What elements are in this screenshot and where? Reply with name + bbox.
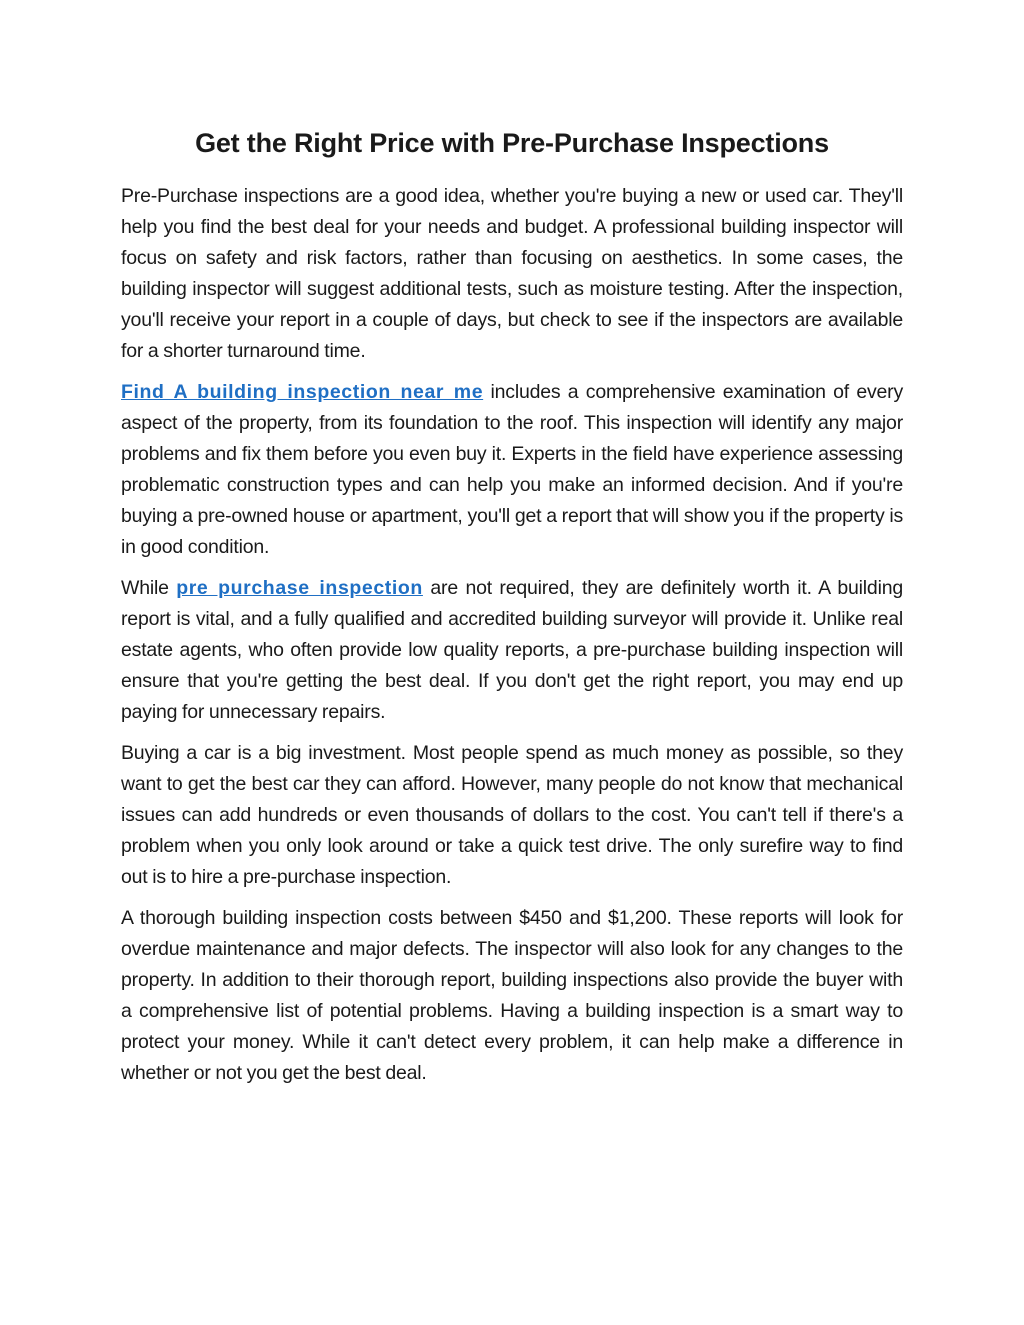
pre-purchase-inspection-link[interactable]: pre purchase inspection [176, 577, 423, 599]
building-inspection-link[interactable]: Find A building inspection near me [121, 381, 484, 403]
paragraph-3-text: are not required, they are definitely worth it. A building report is vital, and a fully qualified and accredited building surveyor will provide it. Unlike real estate agents, who often provide low quality reports, a pre-purchase building inspection will ensure that you're getting the best deal. If you don't get the right report, you may end up paying for unnecessary repairs. [121, 577, 903, 723]
paragraph-1: Pre-Purchase inspections are a good idea, whether you're buying a new or used car. They'll help you find the best deal for your needs and budget. A professional building inspector will focus on safety and risk factors, rather than focusing on aesthetics. In some cases, the building inspector will suggest additional tests, such as moisture testing. After the inspection, you'll receive your report in a couple of days, but check to see if the inspectors are available for a shorter turnaround time. [121, 185, 903, 362]
page-title: Get the Right Price with Pre-Purchase Inspections [195, 128, 829, 158]
paragraph-2-text: includes a comprehensive examination of every aspect of the property, from its foundation to the roof. This inspection will identify any major problems and fix them before you even buy it. Experts in the field have experience assessing problematic construction types and can help you make an informed decision. And if you're buying a pre-owned house or apartment, you'll get a report that will show you if the property is in good condition. [121, 381, 903, 558]
paragraph-4: Buying a car is a big investment. Most people spend as much money as possible, so they want to get the best car they can afford. However, many people do not know that mechanical issues can add hundreds or even thousands of dollars to the cost. You can't tell if there's a problem when you only look around or take a quick test drive. The only surefire way to find out is to hire a pre-purchase inspection. [121, 742, 903, 888]
paragraph-3-intro: While [121, 577, 177, 599]
document-page [121, 124, 903, 1099]
paragraph-2 [121, 377, 903, 563]
paragraph-3 [121, 573, 903, 728]
paragraph-5: A thorough building inspection costs between $450 and $1,200. These reports will look for overdue maintenance and major defects. The inspector will also look for any changes to the property. In addition to their thorough report, building inspections also provide the buyer with a comprehensive list of potential problems. Having a building inspection is a smart way to protect your money. While it can't detect every problem, it can help make a difference in whether or not you get the best deal. [121, 907, 903, 1084]
